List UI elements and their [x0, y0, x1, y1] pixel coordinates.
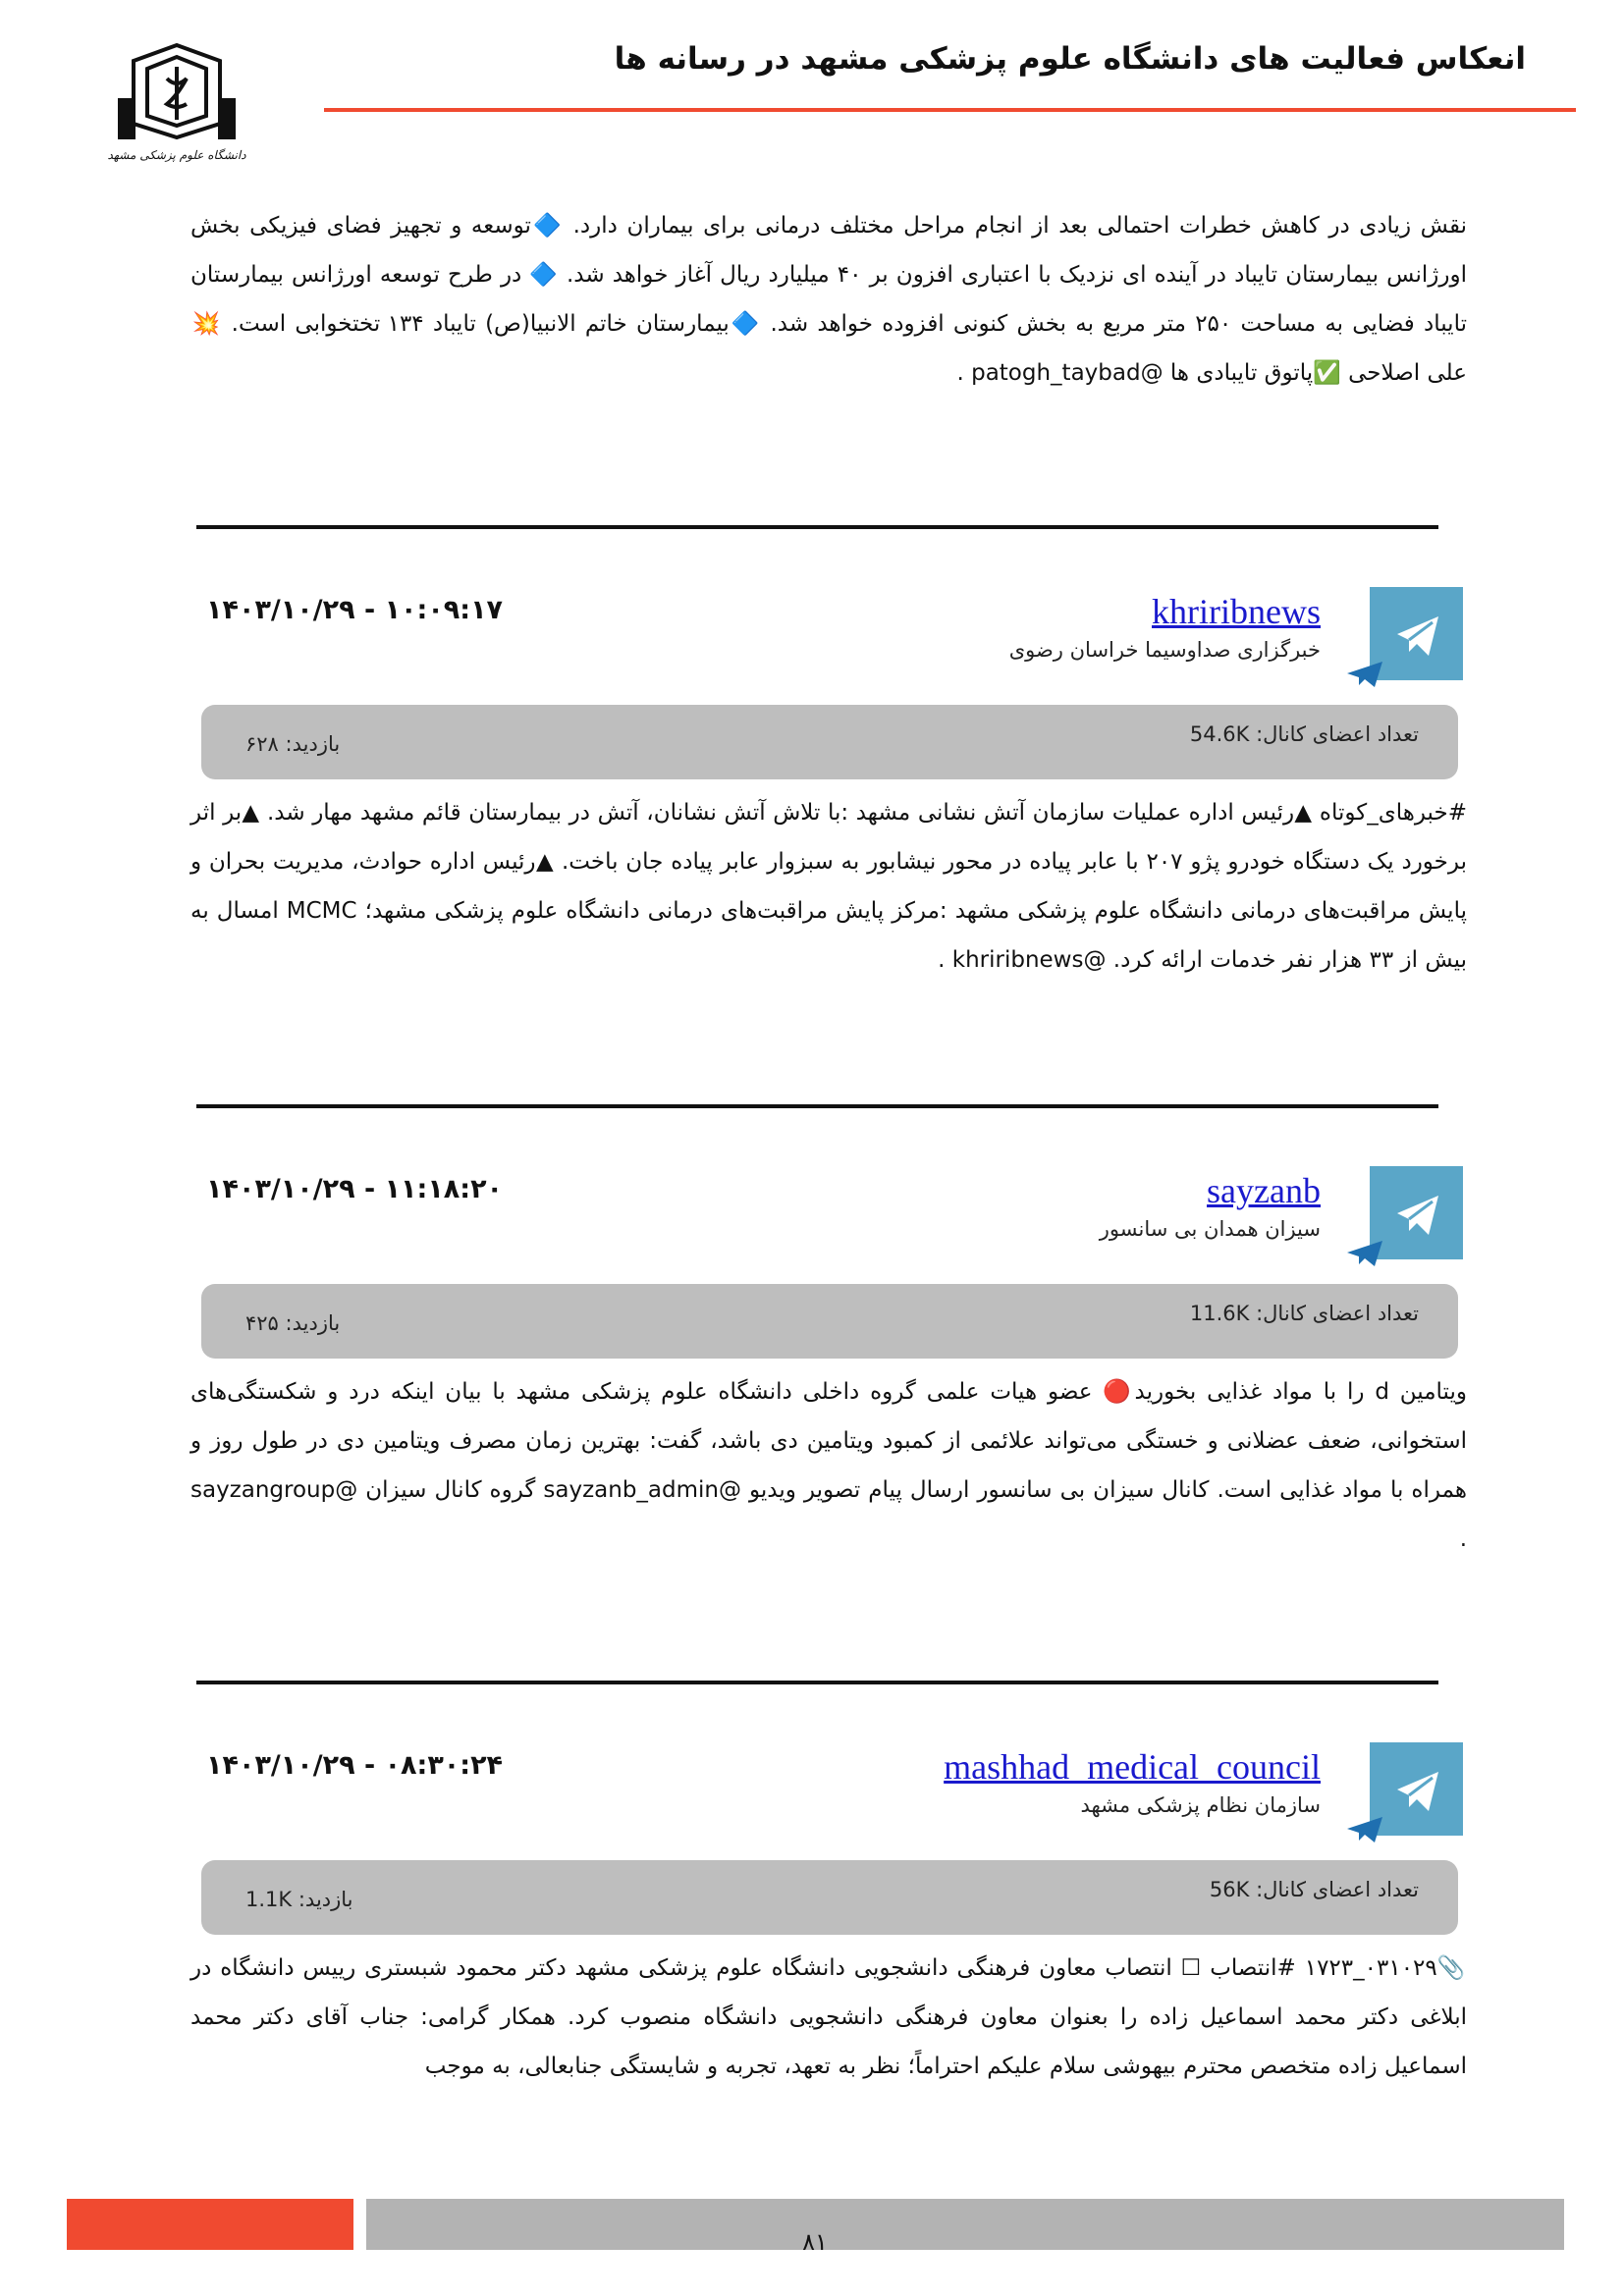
channel-link[interactable]: mashhad_medical_council — [944, 1747, 1321, 1787]
post-datetime: ۱۴۰۳/۱۰/۲۹ - ۰۸:۳۰:۲۴ — [206, 1750, 504, 1781]
university-logo — [107, 39, 246, 165]
view-count: بازدید: ۶۲۸ — [245, 732, 341, 756]
member-count: تعداد اعضای کانال: 56K — [1209, 1878, 1419, 1901]
member-count: تعداد اعضای کانال: 11.6K — [1189, 1302, 1419, 1325]
intro-paragraph: نقش زیادی در کاهش خطرات احتمالی بعد از انجام مراحل مختلف درمانی برای بیماران دارد. 🔷توسعه و تجهیز فضای فیزیکی بخش اورژانس بیمارستان تایباد در آینده ای نزدیک با اعتباری افزون بر ۴۰ میلیارد ریال آغاز خواهد شد. 🔷 در طرح توسعه اورژانس بیمارستان تایباد فضایی به مساحت ۲۵۰ متر مربع به بخش کنونی افزوده خواهد شد. 🔷بیمارستان خاتم الانبیا(ص) تایباد ۱۳۴ تختخوابی است. 💥 علی اصلاحی ✅پاتوق تایبادی ها @patogh_taybad . — [190, 213, 1467, 386]
section-divider — [196, 1104, 1438, 1108]
post-text: 📎۰۳۱۰۲۹_۱۷۲۳ #انتصاب ☐ انتصاب معاون فرهنگی دانشجویی دانشگاه علوم پزشکی مشهد دکتر محمود شبستری رییس دانشگاه در ابلاغی دکتر محمد اسماعیل زاده را بعنوان معاون فرهنگی دانشجویی دانشگاه منصوب کرد. همکار گرامی: جناب آقای دکتر محمد اسماعیل زاده متخصص محترم بیهوشی سلام علیکم احتراماً؛ نظر به تعهد، تجربه و شایستگی جنابعالی، به موجب — [190, 1955, 1467, 2079]
view-count: بازدید: ۴۲۵ — [245, 1311, 341, 1335]
channel-name: خبرگزاری صداوسیما خراسان رضوی — [1008, 638, 1321, 662]
stats-bar — [201, 1284, 1458, 1359]
post-datetime: ۱۴۰۳/۱۰/۲۹ - ۱۰:۰۹:۱۷ — [206, 595, 504, 625]
view-count: بازدید: 1.1K — [245, 1888, 353, 1911]
footer-bar — [366, 2199, 1564, 2250]
section-divider — [196, 525, 1438, 529]
footer-accent-bar — [67, 2199, 353, 2250]
channel-link[interactable]: khriribnews — [1152, 592, 1321, 631]
stats-bar — [201, 705, 1458, 779]
channel-name: سیزان همدان بی سانسور — [1099, 1217, 1321, 1241]
logo-caption: دانشگاه علوم پزشکی مشهد — [107, 148, 246, 162]
post-header — [196, 1742, 1463, 1841]
channel-link[interactable]: sayzanb — [1207, 1171, 1321, 1210]
header-divider — [324, 108, 1576, 112]
telegram-small-icon — [1345, 1239, 1384, 1268]
section-divider — [196, 1681, 1438, 1684]
channel-name: سازمان نظام پزشکی مشهد — [1080, 1793, 1321, 1817]
post-datetime: ۱۴۰۳/۱۰/۲۹ - ۱۱:۱۸:۲۰ — [206, 1174, 504, 1204]
member-count: تعداد اعضای کانال: 54.6K — [1189, 722, 1419, 746]
telegram-small-icon — [1345, 660, 1384, 689]
post-text: #خبرهای_کوتاه ▲رئیس اداره عملیات سازمان آتش نشانی مشهد :با تلاش آتش نشانان، آتش در بیمارستان قائم مشهد مهار شد. ▲بر اثر برخورد یک دستگاه خودرو پژو ۲۰۷ با عابر پیاده در محور نیشابور به سبزوار عابر پیاده جان باخت. ▲رئیس اداره حوادث، مدیریت بحران و پایش مراقبت‌های درمانی دانشگاه علوم پزشکی مشهد :مرکز پایش مراقبت‌های درمانی دانشگاه علوم پزشکی مشهد؛ MCMC امسال به بیش از ۳۳ هزار نفر خدمات ارائه کرد. @khriribnews . — [190, 800, 1467, 973]
page-number: ۸۱ — [802, 2228, 828, 2256]
stats-bar — [201, 1860, 1458, 1935]
post-header — [196, 1166, 1463, 1264]
telegram-small-icon — [1345, 1815, 1384, 1844]
page-title: انعکاس فعالیت های دانشگاه علوم پزشکی مشهد در رسانه ها — [614, 41, 1526, 77]
post-text: ویتامین d را با مواد غذایی بخورید🔴 عضو هیات علمی گروه داخلی دانشگاه علوم پزشکی مشهد با بیان اینکه درد و شکستگی‌های استخوانی، ضعف عضلانی و خستگی می‌تواند علائمی از کمبود ویتامین دی باشد، گفت: بهترین زمان مصرف ویتامین دی در طول روز و همراه با مواد غذایی است. کانال سیزان بی سانسور ارسال پیام تصویر ویدیو @sayzanb_admin گروه کانال سیزان @sayzangroup . — [190, 1379, 1467, 1552]
post-header — [196, 587, 1463, 685]
